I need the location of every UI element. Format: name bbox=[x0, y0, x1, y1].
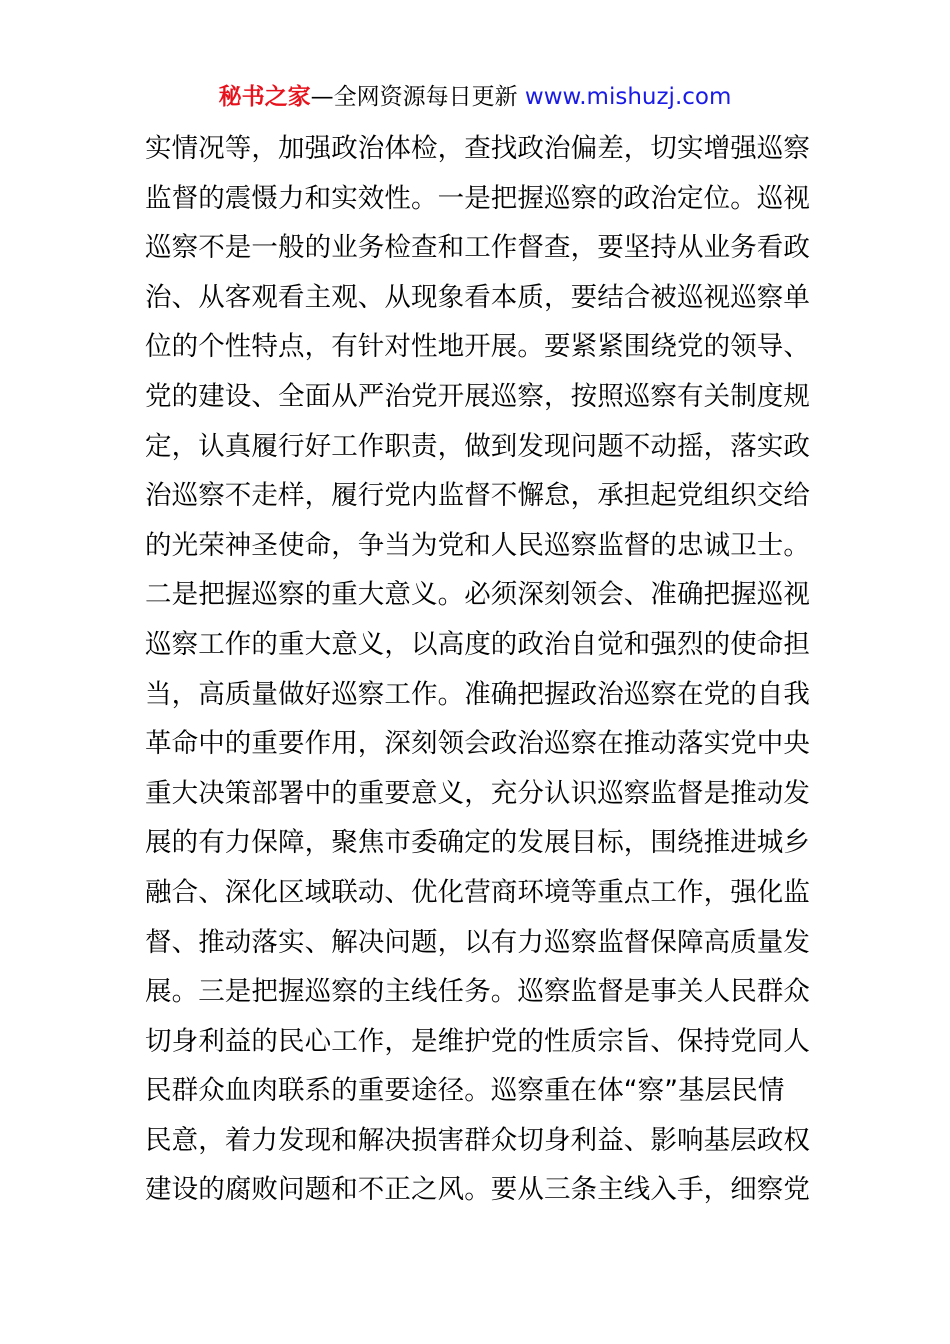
text-line: 督、推动落实、解决问题，以有力巡察监督保障高质量发 bbox=[145, 926, 810, 958]
text-line: 建设的腐败问题和不正之风。要从三条主线入手，细察党 bbox=[145, 1174, 810, 1206]
text-line: 治巡察不走样，履行党内监督不懈怠，承担起党组织交给 bbox=[145, 480, 810, 512]
text-line: 巡察工作的重大意义，以高度的政治自觉和强烈的使命担 bbox=[145, 628, 810, 660]
site-brand: 秘书之家 bbox=[218, 84, 311, 110]
text-line: 民群众血肉联系的重要途径。巡察重在体“察”基层民情 bbox=[145, 1075, 785, 1107]
site-url-link[interactable]: www.mishuzj.com bbox=[524, 84, 732, 110]
text-line: 民意，着力发现和解决损害群众切身利益、影响基层政权 bbox=[145, 1124, 810, 1156]
text-line: 革命中的重要作用，深刻领会政治巡察在推动落实党中央 bbox=[145, 728, 810, 760]
text-line: 当，高质量做好巡察工作。准确把握政治巡察在党的自我 bbox=[145, 678, 810, 710]
text-line: 展。三是把握巡察的主线任务。巡察监督是事关人民群众 bbox=[145, 976, 810, 1008]
text-line: 二是把握巡察的重大意义。必须深刻领会、准确把握巡视 bbox=[145, 579, 810, 611]
text-line: 重大决策部署中的重要意义，充分认识巡察监督是推动发 bbox=[145, 777, 810, 809]
text-line: 巡察不是一般的业务检查和工作督查，要坚持从业务看政 bbox=[145, 232, 810, 264]
text-line: 党的建设、全面从严治党开展巡察，按照巡察有关制度规 bbox=[145, 380, 810, 412]
site-header bbox=[0, 80, 950, 114]
text-line: 监督的震慑力和实效性。一是把握巡察的政治定位。巡视 bbox=[145, 182, 810, 214]
text-line: 展的有力保障，聚焦市委确定的发展目标，围绕推进城乡 bbox=[145, 827, 810, 859]
text-line: 定，认真履行好工作职责，做到发现问题不动摇，落实政 bbox=[145, 430, 810, 462]
text-line: 的光荣神圣使命，争当为党和人民巡察监督的忠诚卫士。 bbox=[145, 529, 810, 561]
text-line: 实情况等，加强政治体检，查找政治偏差，切实增强巡察 bbox=[145, 133, 810, 164]
text-line: 切身利益的民心工作，是维护党的性质宗旨、保持党同人 bbox=[145, 1025, 810, 1057]
text-line: 融合、深化区域联动、优化营商环境等重点工作，强化监 bbox=[145, 876, 810, 908]
document-body bbox=[145, 124, 810, 1215]
site-tagline: —全网资源每日更新 bbox=[310, 84, 518, 110]
text-line: 治、从客观看主观、从现象看本质，要结合被巡视巡察单 bbox=[145, 281, 810, 313]
text-line: 位的个性特点，有针对性地开展。要紧紧围绕党的领导、 bbox=[145, 331, 810, 363]
